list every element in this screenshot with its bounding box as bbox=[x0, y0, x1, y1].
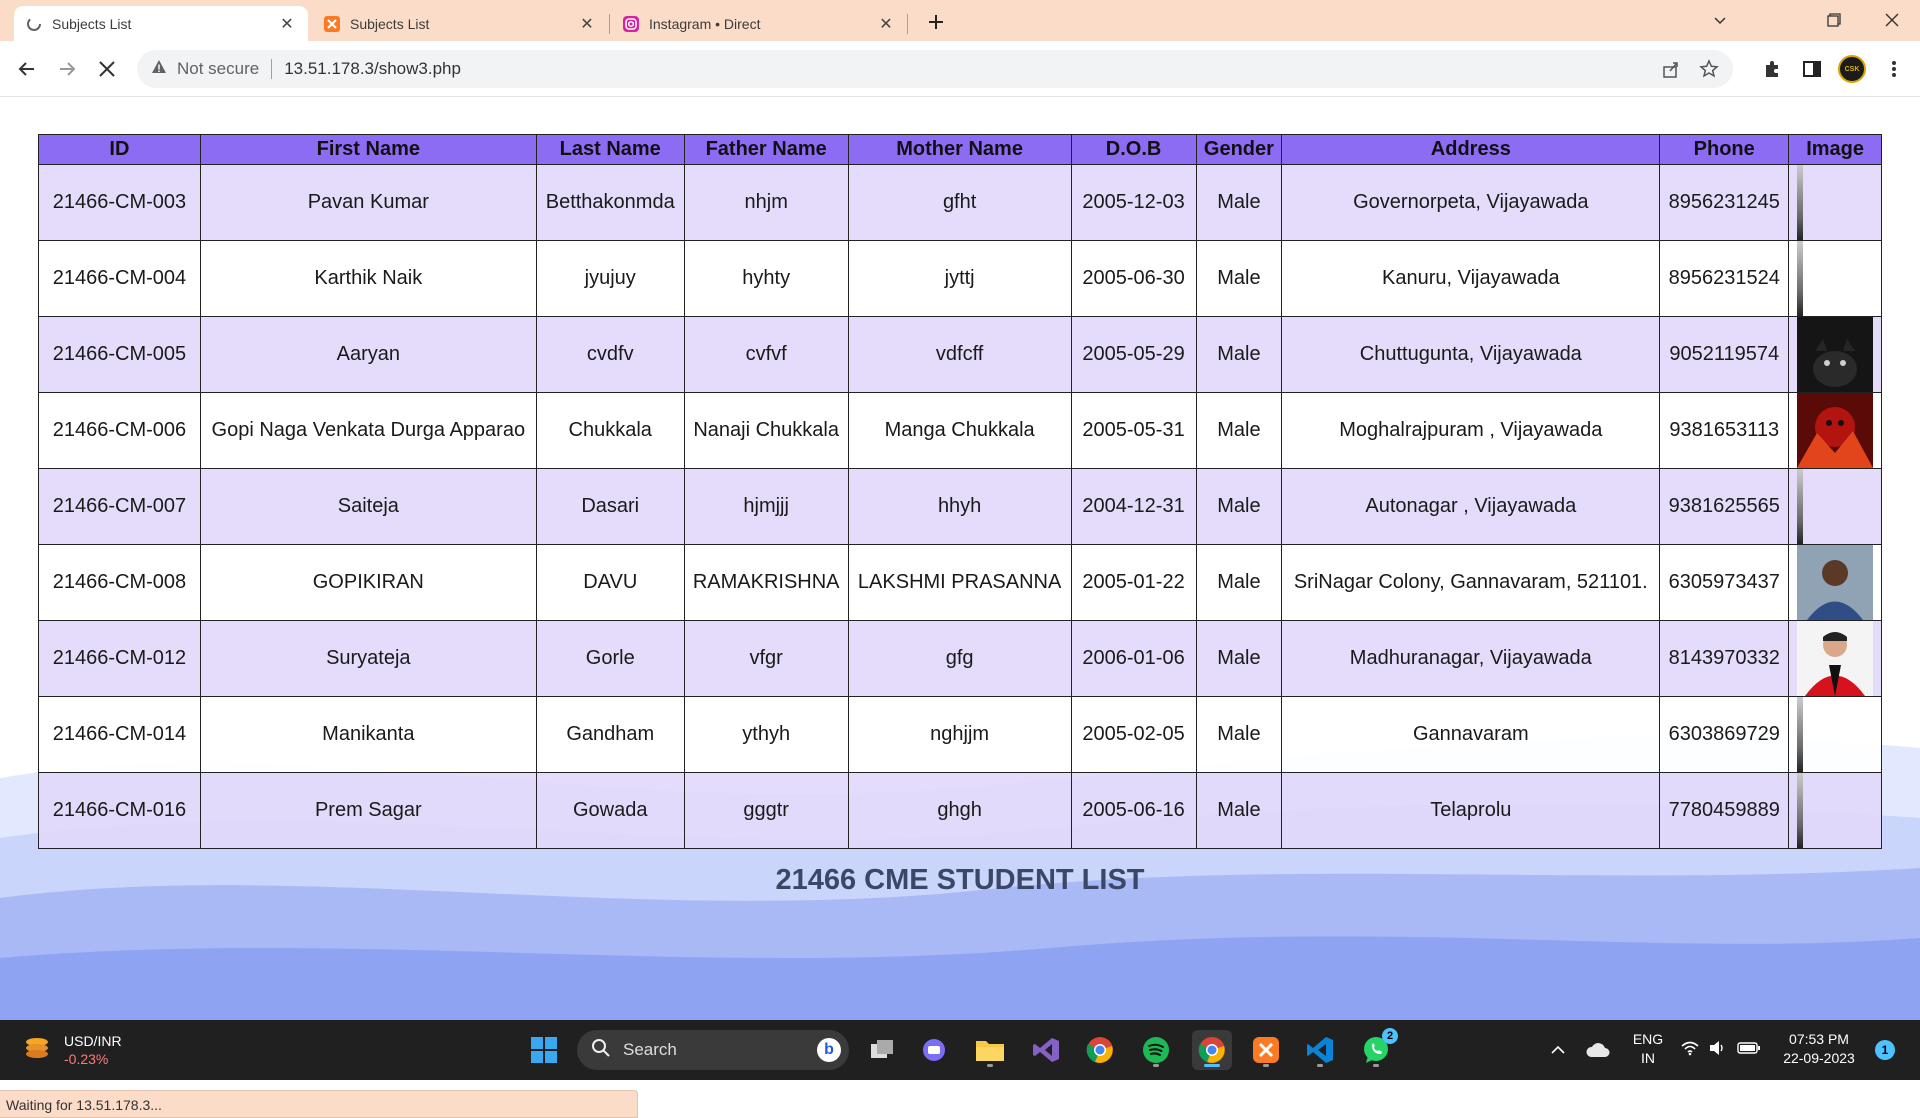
broken-image-icon bbox=[1797, 241, 1803, 316]
image-cell bbox=[1789, 621, 1882, 697]
windows-start-icon[interactable] bbox=[524, 1030, 564, 1070]
mother-name-cell: ghgh bbox=[848, 773, 1071, 849]
last-name-cell: cvdfv bbox=[536, 317, 684, 393]
student-photo bbox=[1797, 317, 1873, 392]
image-cell bbox=[1789, 241, 1882, 317]
active-indicator bbox=[1204, 1064, 1220, 1067]
vscode-icon[interactable] bbox=[1300, 1030, 1340, 1070]
address-cell: Chuttugunta, Vijayawada bbox=[1282, 317, 1660, 393]
dob-cell: 2004-12-31 bbox=[1071, 469, 1196, 545]
region-text: IN bbox=[1641, 1050, 1655, 1066]
close-window-button[interactable] bbox=[1864, 0, 1920, 40]
running-indicator bbox=[987, 1064, 993, 1067]
xampp-icon[interactable] bbox=[1246, 1030, 1286, 1070]
id-cell: 21466-CM-003 bbox=[39, 165, 201, 241]
spotify-icon[interactable] bbox=[1136, 1030, 1176, 1070]
tab-close-icon[interactable]: ✕ bbox=[580, 15, 594, 33]
gender-cell: Male bbox=[1196, 241, 1282, 317]
currency-widget[interactable] bbox=[22, 1032, 122, 1068]
bookmark-star-icon[interactable] bbox=[1699, 59, 1719, 84]
page-caption: 21466 CME STUDENT LIST bbox=[775, 864, 1145, 896]
onedrive-cloud-icon[interactable] bbox=[1578, 1030, 1618, 1070]
mother-name-cell: nghjjm bbox=[848, 697, 1071, 773]
bing-icon[interactable]: b bbox=[817, 1038, 841, 1062]
address-cell: Telaprolu bbox=[1282, 773, 1660, 849]
first-name-cell: Suryateja bbox=[200, 621, 536, 697]
gender-cell: Male bbox=[1196, 469, 1282, 545]
student-photo bbox=[1797, 393, 1873, 468]
father-name-cell: nhjm bbox=[684, 165, 848, 241]
task-view-icon[interactable] bbox=[862, 1030, 902, 1070]
father-name-cell: ythyh bbox=[684, 697, 848, 773]
forward-button[interactable] bbox=[53, 55, 81, 83]
tab-title: Subjects List bbox=[350, 15, 430, 32]
search-placeholder: Search bbox=[623, 1040, 677, 1059]
restore-window-button[interactable] bbox=[1806, 0, 1862, 40]
mother-name-cell: gfht bbox=[848, 165, 1071, 241]
first-name-cell: Pavan Kumar bbox=[200, 165, 536, 241]
column-header: D.O.B bbox=[1071, 135, 1196, 165]
phone-cell: 9381625565 bbox=[1660, 469, 1789, 545]
id-cell: 21466-CM-012 bbox=[39, 621, 201, 697]
running-indicator bbox=[1263, 1064, 1269, 1067]
last-name-cell: Dasari bbox=[536, 469, 684, 545]
search-icon bbox=[591, 1038, 611, 1063]
address-bar[interactable] bbox=[137, 50, 1733, 88]
phone-cell: 6305973437 bbox=[1660, 545, 1789, 621]
father-name-cell: RAMAKRISHNA bbox=[684, 545, 848, 621]
dob-cell: 2005-05-31 bbox=[1071, 393, 1196, 469]
student-photo bbox=[1797, 545, 1873, 620]
profile-avatar[interactable]: CSK bbox=[1838, 55, 1866, 83]
new-tab-button[interactable] bbox=[923, 9, 949, 35]
running-indicator bbox=[1373, 1064, 1379, 1067]
father-name-cell: vfgr bbox=[684, 621, 848, 697]
address-cell: Moghalrajpuram , Vijayawada bbox=[1282, 393, 1660, 469]
last-name-cell: DAVU bbox=[536, 545, 684, 621]
table-row bbox=[39, 545, 1882, 621]
column-header: Last Name bbox=[536, 135, 684, 165]
first-name-cell: Manikanta bbox=[200, 697, 536, 773]
mother-name-cell: hhyh bbox=[848, 469, 1071, 545]
dob-cell: 2005-06-30 bbox=[1071, 241, 1196, 317]
phone-cell: 9052119574 bbox=[1660, 317, 1789, 393]
first-name-cell: Saiteja bbox=[200, 469, 536, 545]
mother-name-cell: Manga Chukkala bbox=[848, 393, 1071, 469]
taskbar-search[interactable] bbox=[577, 1030, 849, 1070]
gender-cell: Male bbox=[1196, 165, 1282, 241]
mother-name-cell: gfg bbox=[848, 621, 1071, 697]
student-table-body bbox=[39, 165, 1882, 849]
column-header: Phone bbox=[1660, 135, 1789, 165]
column-header: Image bbox=[1789, 135, 1882, 165]
table-row bbox=[39, 621, 1882, 697]
dob-cell: 2006-01-06 bbox=[1071, 621, 1196, 697]
chrome-profile-icon[interactable] bbox=[1192, 1030, 1232, 1070]
volume-icon bbox=[1709, 1040, 1727, 1061]
last-name-cell: Gandham bbox=[536, 697, 684, 773]
gender-cell: Male bbox=[1196, 621, 1282, 697]
dob-cell: 2005-05-29 bbox=[1071, 317, 1196, 393]
broken-image-icon bbox=[1797, 165, 1803, 240]
side-panel-icon[interactable] bbox=[1798, 55, 1826, 83]
security-label[interactable]: Not secure bbox=[177, 59, 260, 78]
last-name-cell: jyujuy bbox=[536, 241, 684, 317]
currency-change: -0.23% bbox=[64, 1051, 109, 1067]
whatsapp-unread-badge: 2 bbox=[1382, 1028, 1398, 1044]
last-name-cell: Betthakonmda bbox=[536, 165, 684, 241]
column-header: First Name bbox=[200, 135, 536, 165]
phone-cell: 8956231245 bbox=[1660, 165, 1789, 241]
extensions-puzzle-icon[interactable] bbox=[1758, 55, 1786, 83]
table-row bbox=[39, 773, 1882, 849]
gender-cell: Male bbox=[1196, 697, 1282, 773]
xampp-favicon-icon bbox=[324, 16, 340, 32]
running-indicator bbox=[1153, 1064, 1159, 1067]
image-cell bbox=[1789, 317, 1882, 393]
tab-search-chevron-icon[interactable] bbox=[1692, 0, 1748, 40]
visual-studio-icon[interactable] bbox=[1026, 1030, 1066, 1070]
table-row bbox=[39, 241, 1882, 317]
father-name-cell: hjmjjj bbox=[684, 469, 848, 545]
table-row bbox=[39, 393, 1882, 469]
column-header: Gender bbox=[1196, 135, 1282, 165]
tab-separator bbox=[907, 14, 908, 34]
tab-separator bbox=[609, 14, 610, 34]
stop-loading-button[interactable] bbox=[93, 55, 121, 83]
table-row bbox=[39, 165, 1882, 241]
image-cell bbox=[1789, 393, 1882, 469]
gender-cell: Male bbox=[1196, 545, 1282, 621]
quick-settings[interactable] bbox=[1676, 1030, 1766, 1070]
id-cell: 21466-CM-006 bbox=[39, 393, 201, 469]
loading-favicon-icon bbox=[26, 16, 42, 32]
tab-close-icon[interactable]: ✕ bbox=[280, 15, 294, 33]
address-cell: Kanuru, Vijayawada bbox=[1282, 241, 1660, 317]
tab-title: Subjects List bbox=[52, 15, 132, 32]
tab-subjects-list-active[interactable] bbox=[14, 6, 308, 41]
father-name-cell: Nanaji Chukkala bbox=[684, 393, 848, 469]
chrome-menu-icon[interactable] bbox=[1880, 55, 1908, 83]
id-cell: 21466-CM-014 bbox=[39, 697, 201, 773]
phone-cell: 7780459889 bbox=[1660, 773, 1789, 849]
notification-center[interactable] bbox=[1870, 1030, 1900, 1070]
warning-icon[interactable] bbox=[151, 59, 167, 80]
column-header: ID bbox=[39, 135, 201, 165]
whatsapp-icon[interactable] bbox=[1356, 1030, 1396, 1070]
tab-title: Instagram • Direct bbox=[649, 15, 761, 32]
first-name-cell: Aaryan bbox=[200, 317, 536, 393]
id-cell: 21466-CM-004 bbox=[39, 241, 201, 317]
tab-subjects-list[interactable] bbox=[312, 6, 608, 41]
gender-cell: Male bbox=[1196, 773, 1282, 849]
share-icon[interactable] bbox=[1661, 59, 1681, 84]
url-text[interactable]: 13.51.178.3/show3.php bbox=[284, 59, 461, 78]
back-button[interactable] bbox=[13, 55, 41, 83]
table-row bbox=[39, 469, 1882, 545]
clock-date: 22-09-2023 bbox=[1783, 1050, 1855, 1066]
instagram-favicon-icon bbox=[623, 16, 639, 32]
running-indicator bbox=[1317, 1064, 1323, 1067]
chrome-icon[interactable] bbox=[1080, 1030, 1120, 1070]
id-cell: 21466-CM-005 bbox=[39, 317, 201, 393]
currency-stack-icon bbox=[22, 1033, 52, 1068]
phone-cell: 9381653113 bbox=[1660, 393, 1789, 469]
show-hidden-icons-chevron-icon[interactable] bbox=[1538, 1030, 1578, 1070]
dob-cell: 2005-12-03 bbox=[1071, 165, 1196, 241]
image-cell bbox=[1789, 773, 1882, 849]
address-cell: SriNagar Colony, Gannavaram, 521101. bbox=[1282, 545, 1660, 621]
teams-chat-icon[interactable] bbox=[914, 1030, 954, 1070]
dob-cell: 2005-01-22 bbox=[1071, 545, 1196, 621]
gender-cell: Male bbox=[1196, 317, 1282, 393]
first-name-cell: Gopi Naga Venkata Durga Apparao bbox=[200, 393, 536, 469]
clock[interactable] bbox=[1774, 1030, 1864, 1068]
table-row bbox=[39, 317, 1882, 393]
table-row bbox=[39, 697, 1882, 773]
wifi-icon bbox=[1681, 1040, 1699, 1061]
student-table bbox=[38, 134, 1882, 849]
table-header-row bbox=[39, 135, 1882, 165]
mother-name-cell: jyttj bbox=[848, 241, 1071, 317]
first-name-cell: Karthik Naik bbox=[200, 241, 536, 317]
gender-cell: Male bbox=[1196, 393, 1282, 469]
last-name-cell: Gowada bbox=[536, 773, 684, 849]
id-cell: 21466-CM-008 bbox=[39, 545, 201, 621]
id-cell: 21466-CM-007 bbox=[39, 469, 201, 545]
address-cell: Gannavaram bbox=[1282, 697, 1660, 773]
broken-image-icon bbox=[1797, 697, 1803, 772]
image-cell bbox=[1789, 697, 1882, 773]
father-name-cell: hyhty bbox=[684, 241, 848, 317]
clock-time: 07:53 PM bbox=[1789, 1031, 1849, 1047]
father-name-cell: cvfvf bbox=[684, 317, 848, 393]
language-text: ENG bbox=[1632, 1031, 1664, 1047]
file-explorer-icon[interactable] bbox=[970, 1030, 1010, 1070]
image-cell bbox=[1789, 469, 1882, 545]
language-indicator[interactable] bbox=[1628, 1030, 1668, 1068]
student-photo bbox=[1797, 621, 1873, 696]
windows-taskbar bbox=[0, 1020, 1920, 1080]
address-cell: Madhuranagar, Vijayawada bbox=[1282, 621, 1660, 697]
phone-cell: 8143970332 bbox=[1660, 621, 1789, 697]
image-cell bbox=[1789, 165, 1882, 241]
last-name-cell: Gorle bbox=[536, 621, 684, 697]
broken-image-icon bbox=[1797, 773, 1803, 848]
browser-toolbar bbox=[0, 41, 1920, 97]
broken-image-icon bbox=[1797, 469, 1803, 544]
first-name-cell: GOPIKIRAN bbox=[200, 545, 536, 621]
column-header: Mother Name bbox=[848, 135, 1071, 165]
id-cell: 21466-CM-016 bbox=[39, 773, 201, 849]
mother-name-cell: LAKSHMI PRASANNA bbox=[848, 545, 1071, 621]
address-divider bbox=[271, 59, 272, 79]
tab-strip bbox=[0, 0, 1920, 41]
father-name-cell: gggtr bbox=[684, 773, 848, 849]
phone-cell: 6303869729 bbox=[1660, 697, 1789, 773]
loading-status-bar: Waiting for 13.51.178.3... bbox=[0, 1090, 638, 1118]
first-name-cell: Prem Sagar bbox=[200, 773, 536, 849]
tab-close-icon[interactable]: ✕ bbox=[879, 15, 893, 33]
mother-name-cell: vdfcff bbox=[848, 317, 1071, 393]
column-header: Father Name bbox=[684, 135, 848, 165]
image-cell bbox=[1789, 545, 1882, 621]
column-header: Address bbox=[1282, 135, 1660, 165]
tab-instagram-direct[interactable] bbox=[611, 6, 907, 41]
battery-icon bbox=[1737, 1041, 1761, 1060]
dob-cell: 2005-06-16 bbox=[1071, 773, 1196, 849]
address-cell: Governorpeta, Vijayawada bbox=[1282, 165, 1660, 241]
address-cell: Autonagar , Vijayawada bbox=[1282, 469, 1660, 545]
currency-symbol: USD/INR bbox=[64, 1033, 122, 1049]
dob-cell: 2005-02-05 bbox=[1071, 697, 1196, 773]
phone-cell: 8956231524 bbox=[1660, 241, 1789, 317]
notification-count-badge: 1 bbox=[1875, 1040, 1895, 1060]
last-name-cell: Chukkala bbox=[536, 393, 684, 469]
